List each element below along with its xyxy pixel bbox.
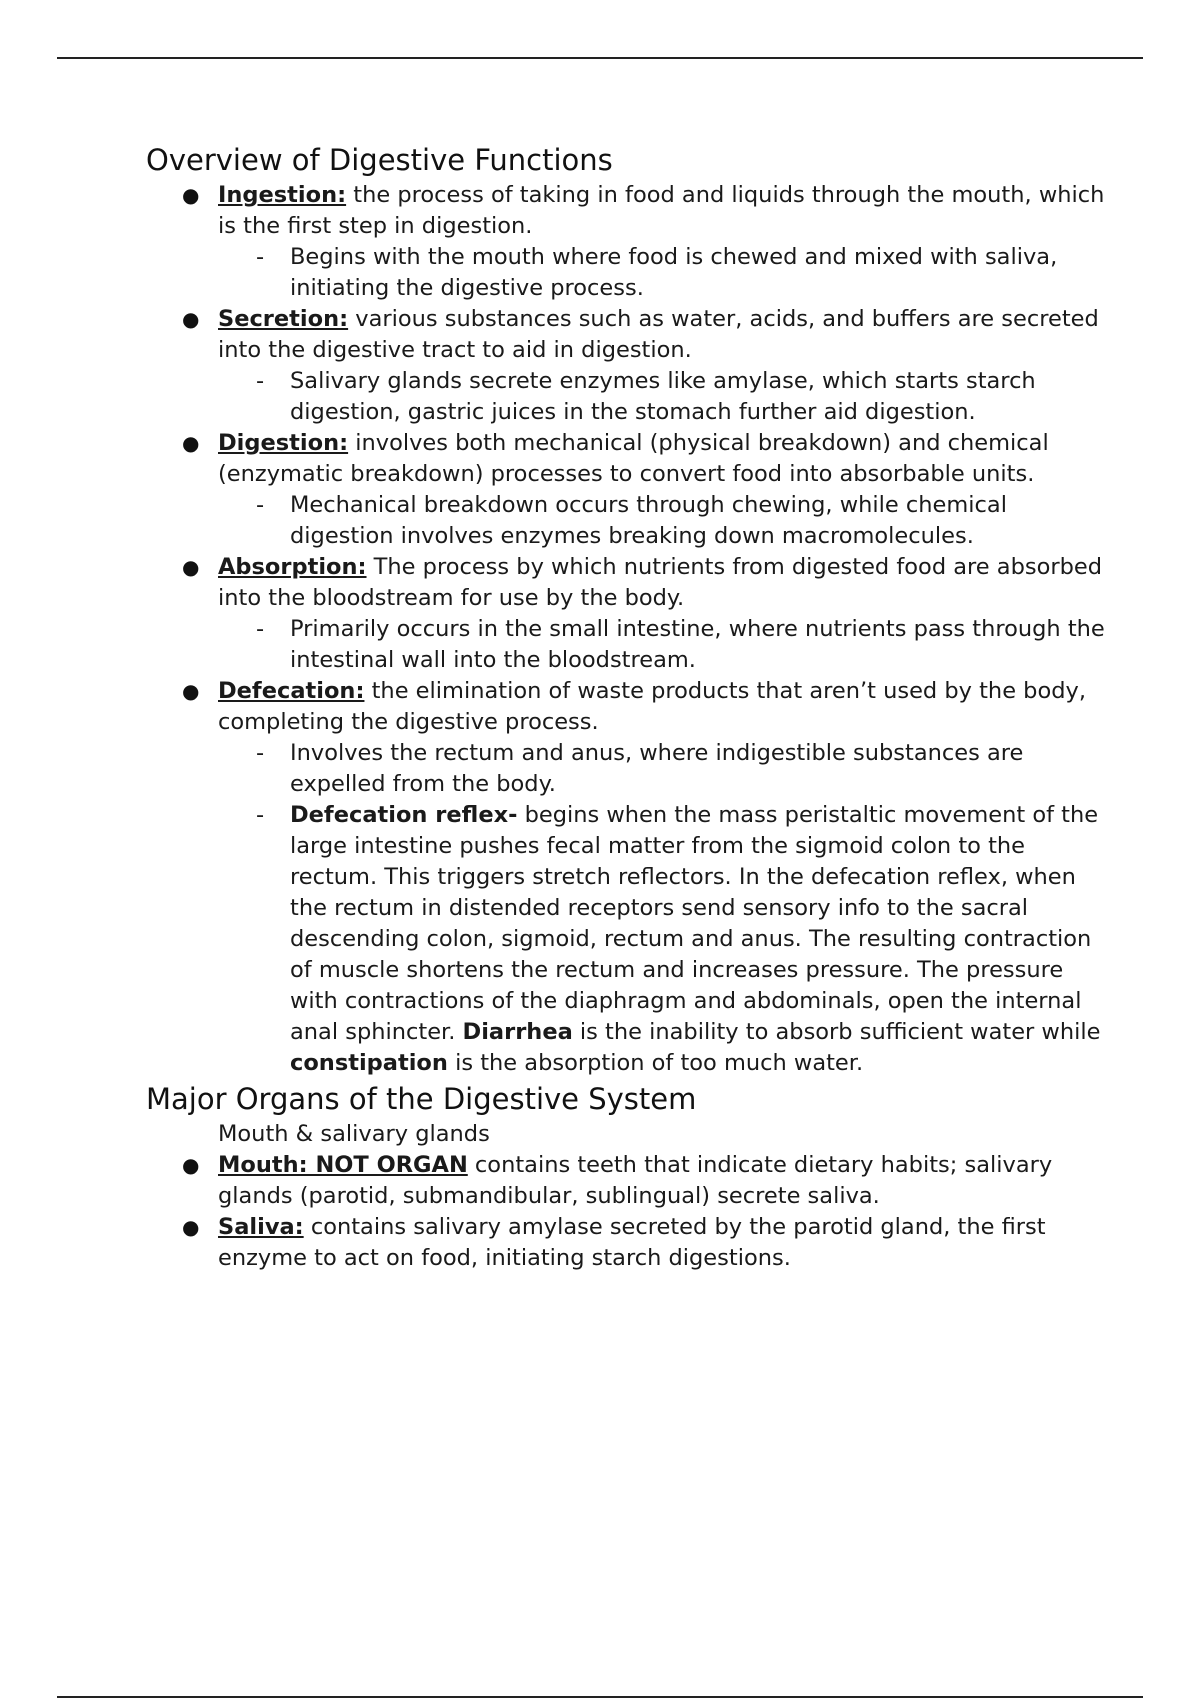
bullet-icon: ●	[182, 431, 200, 455]
term-digestion: Digestion:	[218, 430, 349, 456]
sub-item	[218, 614, 1106, 676]
sub-item-text: Begins with the mouth where food is chewed and mixed with saliva, initiating the digestive process.	[290, 244, 1058, 301]
sub-list	[218, 366, 1106, 428]
document-body	[146, 140, 1106, 1274]
list-item-defecation	[146, 676, 1106, 1079]
bullet-icon: ●	[182, 307, 200, 331]
sub-item	[218, 242, 1106, 304]
term-defecation: Defecation:	[218, 678, 365, 704]
list-item-saliva	[146, 1212, 1106, 1274]
sub-item-text: Primarily occurs in the small intestine, where nutrients pass through the intestinal wall into the bloodstream.	[290, 616, 1105, 673]
section-heading-major-organs: Major Organs of the Digestive System	[146, 1082, 697, 1116]
list-item-secretion	[146, 304, 1106, 428]
dash-icon: -	[256, 244, 265, 270]
sub-list	[218, 490, 1106, 552]
definition-defecation: the elimination of waste products that aren’t used by the body, completing the digestive process.	[218, 678, 1086, 735]
sub-item-text: Involves the rectum and anus, where indigestible substances are expelled from the body.	[290, 740, 1024, 797]
sub-item	[218, 366, 1106, 428]
term-mouth: Mouth: NOT ORGAN	[218, 1152, 468, 1178]
definition-absorption: The process by which nutrients from digested food are absorbed into the bloodstream for use by the body.	[218, 554, 1103, 611]
term-saliva: Saliva:	[218, 1214, 304, 1240]
dash-icon: -	[256, 740, 265, 766]
term-constipation: constipation	[290, 1050, 448, 1076]
definition-ingestion: the process of taking in food and liquids through the mouth, which is the first step in digestion.	[218, 182, 1105, 239]
reflex-text: begins when the mass peristaltic movement of the large intestine pushes fecal matter from the sigmoid colon to the rectum. This triggers stretch reflectors. In the defecation reflex, when the rectum in distended receptors send sensory info to the sacral descending colon, sigmoid, rectum and anus. The resulting contraction of muscle shortens the rectum and increases pressure. The pressure with contractions of the diaphragm and abdominals, open the internal anal sphincter.	[290, 802, 1099, 1045]
subheading-mouth-salivary: Mouth & salivary glands	[218, 1121, 490, 1147]
bottom-rule	[57, 1696, 1143, 1698]
top-rule	[57, 57, 1143, 59]
list-item-digestion	[146, 428, 1106, 552]
list-item-absorption	[146, 552, 1106, 676]
bullet-icon: ●	[182, 1153, 200, 1177]
reflex-text-2: is the inability to absorb sufficient water while	[572, 1019, 1101, 1045]
bullet-icon: ●	[182, 555, 200, 579]
dash-icon: -	[256, 492, 265, 518]
reflex-label: Defecation reflex-	[290, 802, 518, 828]
term-secretion: Secretion:	[218, 306, 349, 332]
section-heading-overview: Overview of Digestive Functions	[146, 143, 613, 177]
bullet-icon: ●	[182, 1215, 200, 1239]
dash-icon: -	[256, 616, 265, 642]
dash-icon: -	[256, 368, 265, 394]
organs-list	[146, 1150, 1106, 1274]
reflex-text-3: is the absorption of too much water.	[447, 1050, 864, 1076]
bullet-icon: ●	[182, 183, 200, 207]
dash-icon: -	[256, 802, 265, 828]
overview-list	[146, 180, 1106, 1079]
definition-digestion: involves both mechanical (physical breakdown) and chemical (enzymatic breakdown) processes to convert food into absorbable units.	[218, 430, 1049, 487]
definition-saliva: contains salivary amylase secreted by the parotid gland, the first enzyme to act on food, initiating starch digestions.	[218, 1214, 1046, 1271]
term-ingestion: Ingestion:	[218, 182, 347, 208]
sub-item-text: Salivary glands secrete enzymes like amylase, which starts starch digestion, gastric juices in the stomach further aid digestion.	[290, 368, 1036, 425]
list-item-mouth	[146, 1150, 1106, 1212]
sub-item-text: Mechanical breakdown occurs through chewing, while chemical digestion involves enzymes breaking down macromolecules.	[290, 492, 1007, 549]
definition-secretion: various substances such as water, acids, and buffers are secreted into the digestive tract to aid in digestion.	[218, 306, 1099, 363]
definition-mouth: contains teeth that indicate dietary habits; salivary glands (parotid, submandibular, sublingual) secrete saliva.	[218, 1152, 1053, 1209]
bullet-icon: ●	[182, 679, 200, 703]
term-diarrhea: Diarrhea	[462, 1019, 573, 1045]
term-absorption: Absorption:	[218, 554, 367, 580]
sub-item	[218, 738, 1106, 800]
sub-item-defecation-reflex	[218, 800, 1106, 1079]
sub-list	[218, 738, 1106, 1079]
sub-item	[218, 490, 1106, 552]
sub-list	[218, 614, 1106, 676]
sub-list	[218, 242, 1106, 304]
list-item-ingestion	[146, 180, 1106, 304]
